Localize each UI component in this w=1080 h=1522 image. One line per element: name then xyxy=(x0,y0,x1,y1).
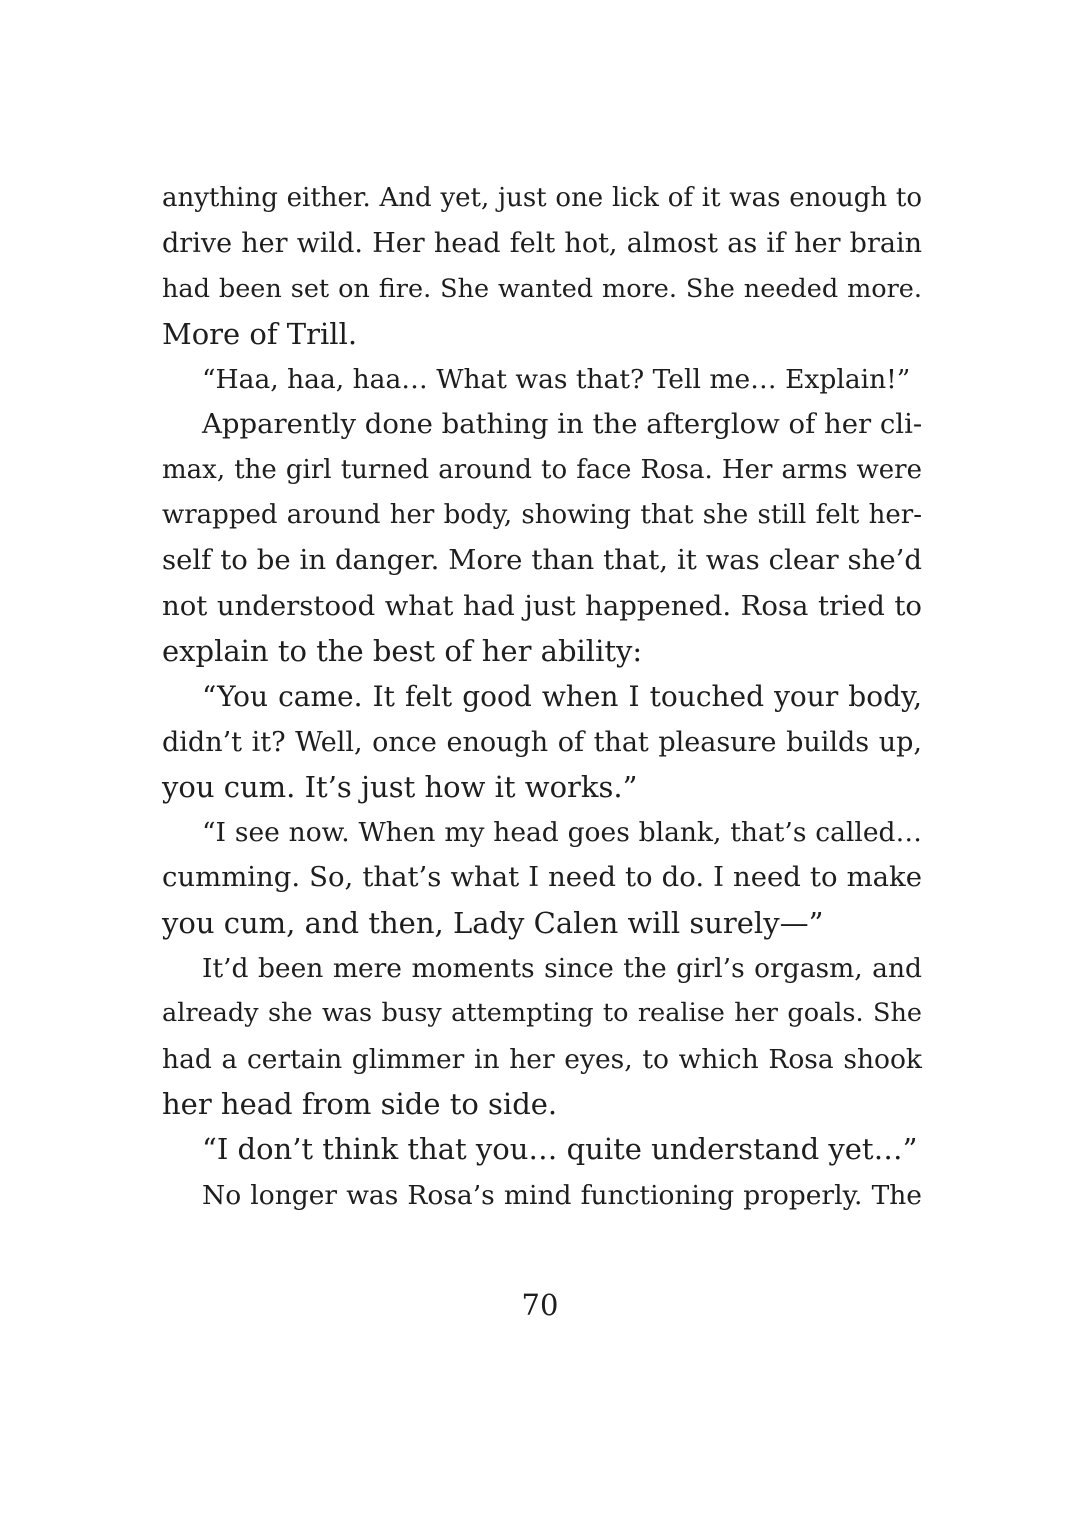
text-line: “You came. It felt good when I touched your body, xyxy=(202,680,922,714)
text-line: “Haa, haa, haa… What was that? Tell me… Explain!” xyxy=(202,364,911,396)
text-line: “I see now. When my head goes blank, that’s called… xyxy=(202,817,922,849)
text-line: had a certain glimmer in her eyes, to which Rosa shook xyxy=(162,1043,922,1075)
text-line: you cum, and then, Lady Calen will surely—” xyxy=(162,905,824,940)
text-line: her head from side to side. xyxy=(162,1086,558,1121)
page-number: 70 xyxy=(521,1288,559,1322)
text-line: self to be in danger. More than that, it was clear she’d xyxy=(162,544,922,577)
text-line: already she was busy attempting to realise her goals. She xyxy=(162,998,922,1029)
text-line: It’d been mere moments since the girl’s orgasm, and xyxy=(202,953,922,985)
text-line: you cum. It’s just how it works.” xyxy=(162,769,638,804)
text-line: explain to the best of her ability: xyxy=(162,633,643,668)
text-line: had been set on fire. She wanted more. She needed more. xyxy=(162,273,922,304)
text-line: anything either. And yet, just one lick of it was enough to xyxy=(162,183,922,213)
text-line: not understood what had just happened. Rosa tried to xyxy=(162,589,922,622)
text-line: “I don’t think that you… quite understand yet…” xyxy=(202,1132,918,1167)
text-line: max, the girl turned around to face Rosa. Her arms were xyxy=(162,454,922,485)
text-line: wrapped around her body, showing that she still felt her- xyxy=(162,500,922,531)
body-text xyxy=(162,176,922,1218)
text-line: cumming. So, that’s what I need to do. I need to make xyxy=(162,861,922,894)
text-line: Apparently done bathing in the afterglow of her cli- xyxy=(202,408,923,441)
text-line: More of Trill. xyxy=(162,316,358,351)
text-line: didn’t it? Well, once enough of that pleasure builds up, xyxy=(162,726,922,758)
text-line: drive her wild. Her head felt hot, almost as if her brain xyxy=(162,228,922,260)
text-line: No longer was Rosa’s mind functioning properly. The xyxy=(202,1179,922,1211)
